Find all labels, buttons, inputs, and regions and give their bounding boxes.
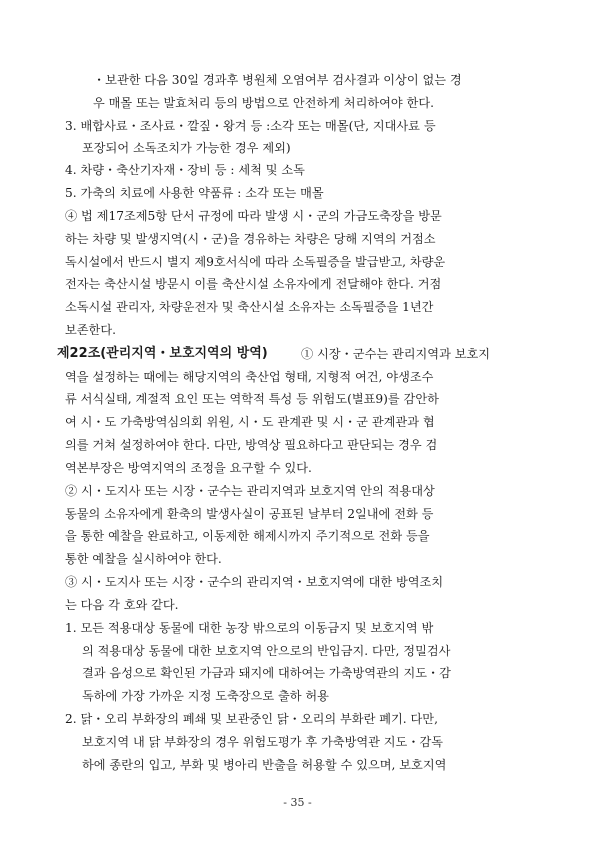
text-line: ・보관한 다음 30일 경과후 병원체 오염여부 검사결과 이상이 없는 경 (93, 73, 462, 87)
text-line: 전자는 축산시설 방문시 이를 축산시설 소유자에게 전달해야 한다. 거점 (65, 277, 442, 291)
text-line: 는 다음 각 호와 같다. (65, 598, 179, 612)
text-line: 3. 배합사료・조사료・깔짚・왕겨 등 :소각 또는 매몰(단, 지대사료 등 (65, 119, 436, 133)
text-line: 의를 거쳐 설정하여야 한다. 다만, 방역상 필요하다고 판단되는 경우 검 (65, 438, 438, 452)
page-number: - 35 - (283, 796, 312, 809)
text-line: 하에 종란의 입고, 부화 및 병아리 반출을 허용할 수 있으며, 보호지역 (82, 758, 447, 772)
article-heading: 제22조(관리지역・보호지역의 방역) (57, 346, 268, 361)
text-line: ③ 시・도지사 또는 시장・군수의 관리지역・보호지역에 대한 방역조치 (65, 575, 444, 589)
text-line: 하는 차량 및 발생지역(시・군)을 경유하는 차량은 당해 지역의 거점소 (65, 232, 436, 246)
text-line: 역본부장은 방역지역의 조정을 요구할 수 있다. (65, 461, 312, 475)
text-line: 역을 설정하는 때에는 해당지역의 축산업 형태, 지형적 여건, 야생조수 (65, 370, 434, 384)
text-line: 1. 모든 적용대상 동물에 대한 농장 밖으로의 이동금지 및 보호지역 밖 (65, 621, 434, 635)
text-line: 여 시・도 가축방역심의회 위원, 시・도 관계관 및 시・군 관계관과 협 (65, 415, 435, 429)
text-line: ② 시・도지사 또는 시장・군수는 관리지역과 보호지역 안의 적용대상 (65, 484, 435, 498)
text-line: 독하에 가장 가까운 지정 도축장으로 출하 허용 (82, 689, 329, 703)
text-line: 류 서식실태, 계절적 요인 또는 역학적 특성 등 위험도(별표9)를 감안하 (65, 392, 439, 406)
text-line: ④ 법 제17조제5항 단서 규정에 따라 발생 시・군의 가금도축장을 방문 (65, 209, 442, 223)
text-line: 5. 가축의 치료에 사용한 약품류 : 소각 또는 매몰 (65, 186, 324, 200)
text-line: 포장되어 소독조치가 가능한 경우 제외) (82, 141, 291, 155)
text-line: 2. 닭・오리 부화장의 폐쇄 및 보관중인 닭・오리의 부화란 폐기. 다만, (65, 712, 438, 726)
text-line: 독시설에서 반드시 별지 제9호서식에 따라 소독필증을 발급받고, 차량운 (65, 255, 446, 269)
text-line: 4. 차량・축산기자재・장비 등 : 세척 및 소독 (65, 163, 305, 177)
text-line: 우 매몰 또는 발효처리 등의 방법으로 안전하게 처리하여야 한다. (93, 96, 434, 110)
text-line: 통한 예찰을 실시하여야 한다. (65, 552, 222, 566)
text-line: 을 통한 예찰을 완료하고, 이동제한 해제시까지 주기적으로 전화 등을 (65, 529, 430, 543)
text-line: ① 시장・군수는 관리지역과 보호지 (301, 347, 491, 361)
text-line: 보존한다. (65, 323, 116, 337)
text-line: 의 적용대상 동물에 대한 보호지역 안으로의 반입금지. 다만, 정밀검사 (82, 644, 451, 658)
text-line: 보호지역 내 닭 부화장의 경우 위험도평가 후 가축방역관 지도・감독 (82, 735, 444, 749)
text-line: 결과 음성으로 확인된 가금과 돼지에 대하여는 가축방역관의 지도・감 (82, 666, 451, 680)
text-line: 소독시설 관리자, 차량운전자 및 축산시설 소유자는 소독필증을 1년간 (65, 300, 434, 314)
text-line: 동물의 소유자에게 환축의 발생사실이 공표된 날부터 2일내에 전화 등 (65, 507, 434, 521)
